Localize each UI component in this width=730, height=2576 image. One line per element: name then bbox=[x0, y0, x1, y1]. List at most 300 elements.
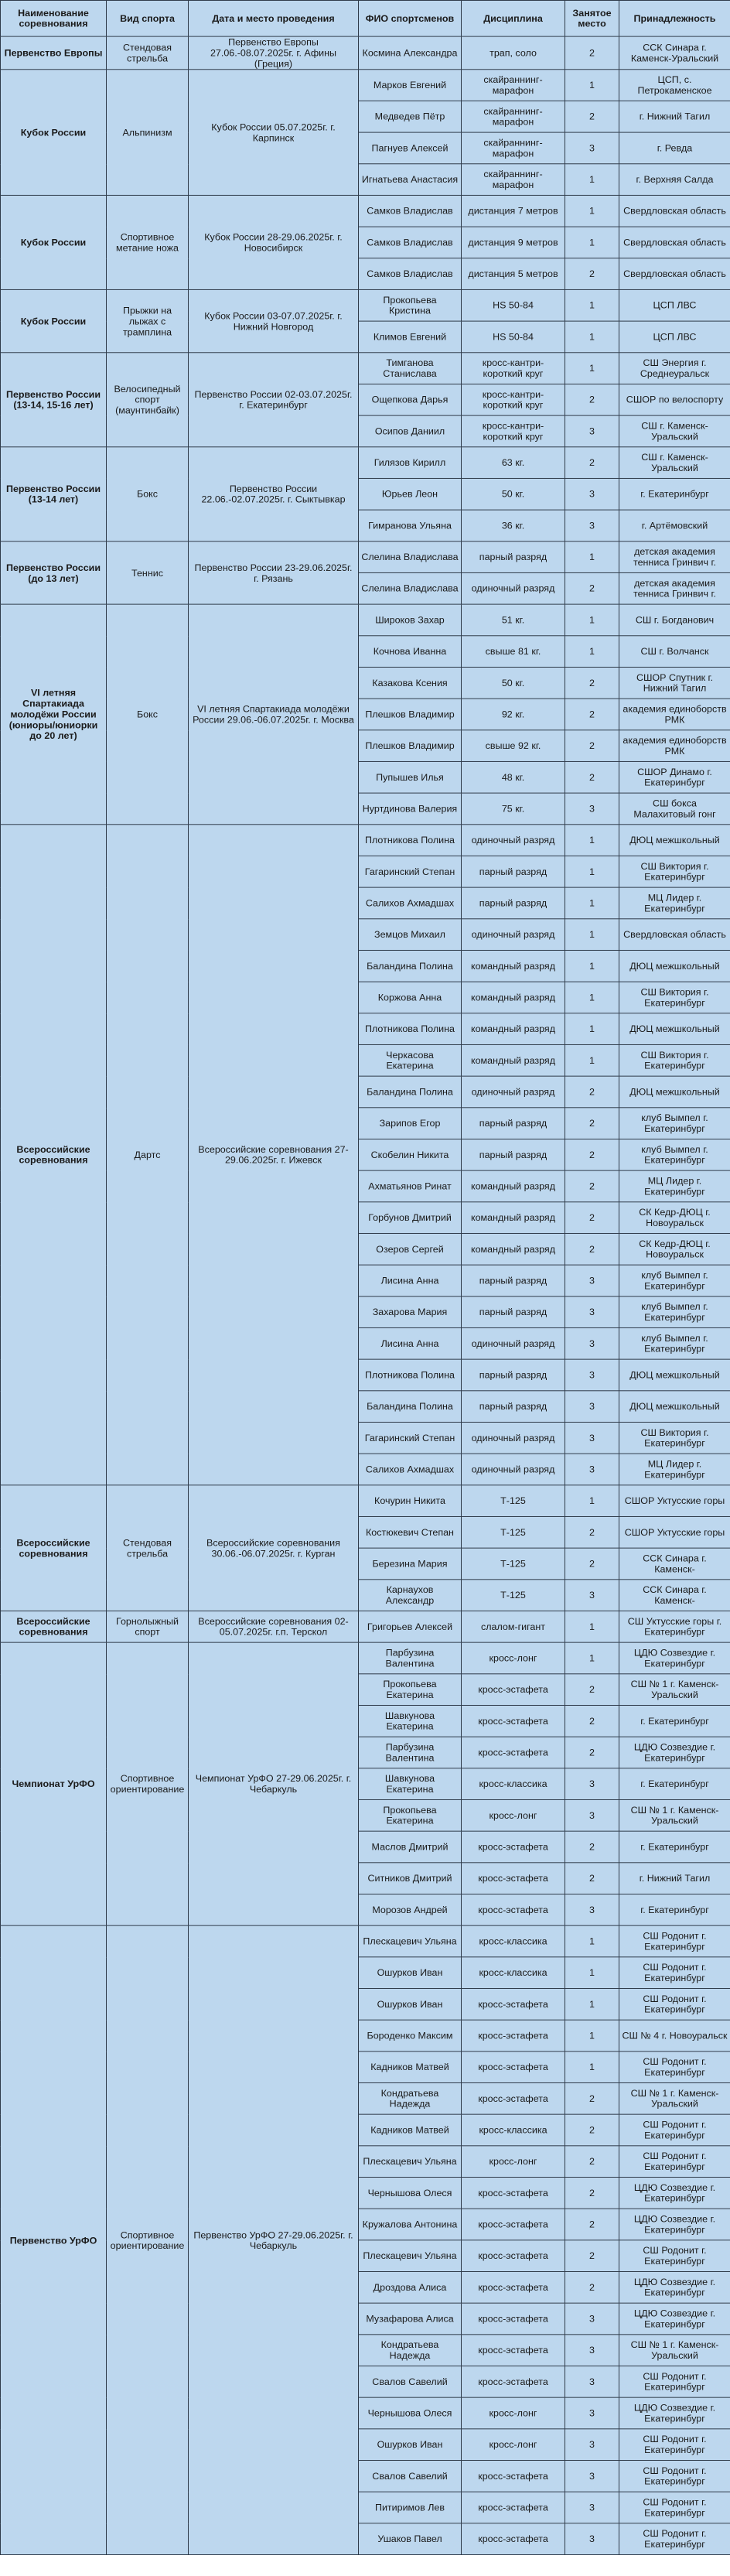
discipline-cell: Т-125 bbox=[462, 1548, 565, 1580]
place-cell: 3 bbox=[565, 1799, 619, 1831]
affiliation-cell: детская академия тенниса Гринвич г. bbox=[619, 572, 730, 604]
discipline-cell: кросс-эстафета bbox=[462, 2492, 565, 2523]
place-cell: 3 bbox=[565, 478, 619, 510]
athlete-cell: Климов Евгений bbox=[359, 321, 462, 353]
affiliation-cell: Свердловская область bbox=[619, 195, 730, 227]
discipline-cell: одиночный разряд bbox=[462, 572, 565, 604]
athlete-cell: Прокопьева Екатерина bbox=[359, 1799, 462, 1831]
athlete-cell: Плескацевич Ульяна bbox=[359, 2146, 462, 2178]
discipline-cell: одиночный разряд bbox=[462, 1327, 565, 1359]
table-row bbox=[1, 1642, 730, 1674]
place-cell: 3 bbox=[565, 2429, 619, 2461]
sport-cell: Альпинизм bbox=[107, 70, 189, 196]
affiliation-cell: СШ Родонит г. Екатеринбург bbox=[619, 2429, 730, 2461]
affiliation-cell: СШ бокса Малахитовый гонг bbox=[619, 793, 730, 825]
place-cell: 2 bbox=[565, 1705, 619, 1737]
place-cell: 1 bbox=[565, 1988, 619, 2020]
athlete-cell: Березина Мария bbox=[359, 1548, 462, 1580]
place-cell: 2 bbox=[565, 2240, 619, 2272]
table-row bbox=[1, 1485, 730, 1517]
affiliation-cell: г. Екатеринбург bbox=[619, 1894, 730, 1925]
date-place-cell: Первенство Европы 27.06.-08.07.2025г. г. Афины (Греция) bbox=[189, 36, 359, 70]
athlete-cell: Ситников Дмитрий bbox=[359, 1863, 462, 1894]
competition-cell: Всероссийские соревнования bbox=[1, 1611, 107, 1642]
affiliation-cell: ССК Синара г. Каменск- bbox=[619, 1580, 730, 1611]
place-cell: 3 bbox=[565, 1359, 619, 1391]
competition-cell: Первенство России (до 13 лет) bbox=[1, 542, 107, 604]
affiliation-cell: академия единоборств РМК bbox=[619, 699, 730, 730]
date-place-cell: Кубок России 28-29.06.2025г. г. Новосибирск bbox=[189, 195, 359, 289]
place-cell: 3 bbox=[565, 1454, 619, 1485]
athlete-cell: Гагаринский Степан bbox=[359, 856, 462, 887]
table-row bbox=[1, 70, 730, 101]
athlete-cell: Зарипов Егор bbox=[359, 1108, 462, 1139]
affiliation-cell: МЦ Лидер г. Екатеринбург bbox=[619, 887, 730, 919]
affiliation-cell: ЦДЮ Созвездие г. Екатеринбург bbox=[619, 2303, 730, 2335]
affiliation-cell: ЦДЮ Созвездие г. Екатеринбург bbox=[619, 2177, 730, 2209]
discipline-cell: Т-125 bbox=[462, 1580, 565, 1611]
table-header bbox=[1, 0, 730, 36]
affiliation-cell: детская академия тенниса Гринвич г. bbox=[619, 542, 730, 573]
athlete-cell: Самков Владислав bbox=[359, 195, 462, 227]
place-cell: 1 bbox=[565, 227, 619, 258]
affiliation-cell: г. Нижний Тагил bbox=[619, 101, 730, 132]
athlete-cell: Плотникова Полина bbox=[359, 1359, 462, 1391]
competition-cell: Кубок России bbox=[1, 195, 107, 289]
athlete-cell: Шавкунова Екатерина bbox=[359, 1705, 462, 1737]
athlete-cell: Плешков Владимир bbox=[359, 699, 462, 730]
athlete-cell: Баландина Полина bbox=[359, 1076, 462, 1108]
affiliation-cell: СШ Родонит г. Екатеринбург bbox=[619, 1925, 730, 1957]
affiliation-cell: г. Нижний Тагил bbox=[619, 1863, 730, 1894]
athlete-cell: Самков Владислав bbox=[359, 258, 462, 290]
athlete-cell: Пупышев Илья bbox=[359, 761, 462, 793]
affiliation-cell: клуб Вымпел г. Екатеринбург bbox=[619, 1108, 730, 1139]
discipline-cell: свыше 92 кг. bbox=[462, 730, 565, 762]
discipline-cell: командный разряд bbox=[462, 1202, 565, 1234]
place-cell: 2 bbox=[565, 2209, 619, 2240]
athlete-cell: Кадников Матвей bbox=[359, 2114, 462, 2146]
discipline-cell: кросс-эстафета bbox=[462, 2020, 565, 2052]
place-cell: 3 bbox=[565, 510, 619, 542]
athlete-cell: Чернышова Олеся bbox=[359, 2177, 462, 2209]
place-cell: 3 bbox=[565, 2335, 619, 2366]
athlete-cell: Слелина Владислава bbox=[359, 572, 462, 604]
place-cell: 3 bbox=[565, 793, 619, 825]
place-cell: 3 bbox=[565, 1327, 619, 1359]
discipline-cell: парный разряд bbox=[462, 856, 565, 887]
athlete-cell: Карнаухов Александр bbox=[359, 1580, 462, 1611]
athlete-cell: Медведев Пётр bbox=[359, 101, 462, 132]
affiliation-cell: СШ Родонит г. Екатеринбург bbox=[619, 2366, 730, 2397]
discipline-cell: кросс-эстафета bbox=[462, 2082, 565, 2114]
sport-cell: Стендовая стрельба bbox=[107, 36, 189, 70]
affiliation-cell: г. Верхняя Салда bbox=[619, 164, 730, 196]
affiliation-cell: СШ Родонит г. Екатеринбург bbox=[619, 2146, 730, 2178]
discipline-cell: командный разряд bbox=[462, 1044, 565, 1076]
athlete-cell: Баландина Полина bbox=[359, 1391, 462, 1423]
place-cell: 3 bbox=[565, 132, 619, 164]
athlete-cell: Чернышова Олеся bbox=[359, 2397, 462, 2429]
sport-cell: Прыжки на лыжах с трамплина bbox=[107, 289, 189, 352]
athlete-cell: Салихов Ахмадшах bbox=[359, 1454, 462, 1485]
discipline-cell: парный разряд bbox=[462, 1297, 565, 1328]
affiliation-cell: г. Екатеринбург bbox=[619, 1831, 730, 1863]
place-cell: 1 bbox=[565, 195, 619, 227]
place-cell: 3 bbox=[565, 2303, 619, 2335]
affiliation-cell: ССК Синара г. Каменск- bbox=[619, 1548, 730, 1580]
discipline-cell: дистанция 5 метров bbox=[462, 258, 565, 290]
discipline-cell: кросс-эстафета bbox=[462, 1674, 565, 1706]
discipline-cell: кросс-эстафета bbox=[462, 2271, 565, 2303]
header-athlete: ФИО спортсменов bbox=[359, 0, 462, 36]
athlete-cell: Земцов Михаил bbox=[359, 919, 462, 951]
affiliation-cell: МЦ Лидер г. Екатеринбург bbox=[619, 1454, 730, 1485]
affiliation-cell: ДЮЦ межшкольный bbox=[619, 1391, 730, 1423]
discipline-cell: кросс-кантри-короткий круг bbox=[462, 415, 565, 447]
discipline-cell: 75 кг. bbox=[462, 793, 565, 825]
sport-cell: Бокс bbox=[107, 604, 189, 825]
header-row bbox=[1, 0, 730, 36]
discipline-cell: 63 кг. bbox=[462, 447, 565, 479]
discipline-cell: кросс-лонг bbox=[462, 1799, 565, 1831]
affiliation-cell: СШ Виктория г. Екатеринбург bbox=[619, 1044, 730, 1076]
athlete-cell: Гимранова Ульяна bbox=[359, 510, 462, 542]
affiliation-cell: СШ Родонит г. Екатеринбург bbox=[619, 2240, 730, 2272]
sport-cell: Теннис bbox=[107, 542, 189, 604]
athlete-cell: Питиримов Лев bbox=[359, 2492, 462, 2523]
affiliation-cell: клуб Вымпел г. Екатеринбург bbox=[619, 1327, 730, 1359]
place-cell: 2 bbox=[565, 1548, 619, 1580]
athlete-cell: Лисина Анна bbox=[359, 1327, 462, 1359]
athlete-cell: Широков Захар bbox=[359, 604, 462, 636]
athlete-cell: Кружалова Антонина bbox=[359, 2209, 462, 2240]
competition-cell: Первенство УрФО bbox=[1, 1925, 107, 2554]
header-discipline: Дисциплина bbox=[462, 0, 565, 36]
affiliation-cell: ЦДЮ Созвездие г. Екатеринбург bbox=[619, 2397, 730, 2429]
discipline-cell: кросс-эстафета bbox=[462, 1863, 565, 1894]
affiliation-cell: СШ г. Богданович bbox=[619, 604, 730, 636]
discipline-cell: свыше 81 кг. bbox=[462, 636, 565, 668]
athlete-cell: Лисина Анна bbox=[359, 1265, 462, 1297]
athlete-cell: Черкасова Екатерина bbox=[359, 1044, 462, 1076]
place-cell: 1 bbox=[565, 1044, 619, 1076]
athlete-cell: Гагаринский Степан bbox=[359, 1422, 462, 1454]
discipline-cell: 92 кг. bbox=[462, 699, 565, 730]
place-cell: 1 bbox=[565, 1642, 619, 1674]
place-cell: 2 bbox=[565, 1831, 619, 1863]
affiliation-cell: ЦДЮ Созвездие г. Екатеринбург bbox=[619, 2209, 730, 2240]
place-cell: 2 bbox=[565, 730, 619, 762]
athlete-cell: Плескацевич Ульяна bbox=[359, 2240, 462, 2272]
athlete-cell: Костюкевич Степан bbox=[359, 1516, 462, 1548]
affiliation-cell: Свердловская область bbox=[619, 227, 730, 258]
place-cell: 2 bbox=[565, 1516, 619, 1548]
place-cell: 1 bbox=[565, 70, 619, 101]
sport-cell: Стендовая стрельба bbox=[107, 1485, 189, 1611]
discipline-cell: кросс-лонг bbox=[462, 2146, 565, 2178]
athlete-cell: Прокопьева Кристина bbox=[359, 289, 462, 321]
athlete-cell: Озеров Сергей bbox=[359, 1233, 462, 1265]
place-cell: 1 bbox=[565, 353, 619, 384]
place-cell: 1 bbox=[565, 636, 619, 668]
athlete-cell: Кадников Матвей bbox=[359, 2052, 462, 2083]
discipline-cell: одиночный разряд bbox=[462, 1422, 565, 1454]
athlete-cell: Григорьев Алексей bbox=[359, 1611, 462, 1642]
discipline-cell: скайраннинг-марафон bbox=[462, 164, 565, 196]
place-cell: 2 bbox=[565, 1139, 619, 1170]
athlete-cell: Юрьев Леон bbox=[359, 478, 462, 510]
date-place-cell: Чемпионат УрФО 27-29.06.2025г. г. Чебаркуль bbox=[189, 1642, 359, 1925]
affiliation-cell: ДЮЦ межшкольный bbox=[619, 1076, 730, 1108]
discipline-cell: 50 кг. bbox=[462, 667, 565, 699]
table-row bbox=[1, 825, 730, 856]
place-cell: 2 bbox=[565, 1108, 619, 1139]
affiliation-cell: СК Кедр-ДЮЦ г. Новоуральск bbox=[619, 1202, 730, 1234]
affiliation-cell: г. Ревда bbox=[619, 132, 730, 164]
discipline-cell: парный разряд bbox=[462, 542, 565, 573]
discipline-cell: кросс-кантри-короткий круг bbox=[462, 353, 565, 384]
header-competition: Наименование соревнования bbox=[1, 0, 107, 36]
header-affiliation: Принадлежность bbox=[619, 0, 730, 36]
athlete-cell: Самков Владислав bbox=[359, 227, 462, 258]
athlete-cell: Ахматьянов Ринат bbox=[359, 1170, 462, 1202]
discipline-cell: одиночный разряд bbox=[462, 825, 565, 856]
athlete-cell: Морозов Андрей bbox=[359, 1894, 462, 1925]
place-cell: 2 bbox=[565, 667, 619, 699]
place-cell: 3 bbox=[565, 1422, 619, 1454]
affiliation-cell: академия единоборств РМК bbox=[619, 730, 730, 762]
affiliation-cell: СШ Уктусские горы г. Екатеринбург bbox=[619, 1611, 730, 1642]
discipline-cell: кросс-эстафета bbox=[462, 2052, 565, 2083]
affiliation-cell: СШ Родонит г. Екатеринбург bbox=[619, 2492, 730, 2523]
discipline-cell: скайраннинг-марафон bbox=[462, 70, 565, 101]
discipline-cell: кросс-классика bbox=[462, 1768, 565, 1800]
athlete-cell: Кочнова Иванна bbox=[359, 636, 462, 668]
date-place-cell: Первенство УрФО 27-29.06.2025г. г. Чебаркуль bbox=[189, 1925, 359, 2554]
discipline-cell: кросс-классика bbox=[462, 1957, 565, 1989]
place-cell: 2 bbox=[565, 699, 619, 730]
place-cell: 1 bbox=[565, 542, 619, 573]
affiliation-cell: СШ Родонит г. Екатеринбург bbox=[619, 1957, 730, 1989]
place-cell: 3 bbox=[565, 2461, 619, 2492]
affiliation-cell: СШ Родонит г. Екатеринбург bbox=[619, 2114, 730, 2146]
affiliation-cell: СШ № 1 г. Каменск-Уральский bbox=[619, 2335, 730, 2366]
discipline-cell: кросс-эстафета bbox=[462, 2461, 565, 2492]
date-place-cell: Первенство России 23-29.06.2025г. г. Рязань bbox=[189, 542, 359, 604]
athlete-cell: Баландина Полина bbox=[359, 950, 462, 982]
competition-cell: Всероссийские соревнования bbox=[1, 825, 107, 1485]
date-place-cell: Всероссийские соревнования 27-29.06.2025г. г. Ижевск bbox=[189, 825, 359, 1485]
discipline-cell: парный разряд bbox=[462, 1139, 565, 1170]
discipline-cell: кросс-эстафета bbox=[462, 2177, 565, 2209]
discipline-cell: парный разряд bbox=[462, 1108, 565, 1139]
date-place-cell: Всероссийские соревнования 30.06.-06.07.2025г. г. Курган bbox=[189, 1485, 359, 1611]
athlete-cell: Свалов Савелий bbox=[359, 2366, 462, 2397]
affiliation-cell: ЦДЮ Созвездие г. Екатеринбург bbox=[619, 1737, 730, 1768]
affiliation-cell: СШ Виктория г. Екатеринбург bbox=[619, 1422, 730, 1454]
affiliation-cell: СШ Родонит г. Екатеринбург bbox=[619, 1988, 730, 2020]
place-cell: 2 bbox=[565, 1863, 619, 1894]
discipline-cell: Т-125 bbox=[462, 1516, 565, 1548]
affiliation-cell: СШ Энергия г. Среднеуральск bbox=[619, 353, 730, 384]
discipline-cell: слалом-гигант bbox=[462, 1611, 565, 1642]
affiliation-cell: СК Кедр-ДЮЦ г. Новоуральск bbox=[619, 1233, 730, 1265]
table-row bbox=[1, 36, 730, 70]
header-date-place: Дата и место проведения bbox=[189, 0, 359, 36]
athlete-cell: Гилязов Кирилл bbox=[359, 447, 462, 479]
header-sport: Вид спорта bbox=[107, 0, 189, 36]
competition-cell: Всероссийские соревнования bbox=[1, 1485, 107, 1611]
sport-cell: Спортивное ориентирование bbox=[107, 1642, 189, 1925]
date-place-cell: Кубок России 05.07.2025г. г. Карпинск bbox=[189, 70, 359, 196]
affiliation-cell: СШ Виктория г. Екатеринбург bbox=[619, 856, 730, 887]
athlete-cell: Салихов Ахмадшах bbox=[359, 887, 462, 919]
athlete-cell: Нуртдинова Валерия bbox=[359, 793, 462, 825]
affiliation-cell: ДЮЦ межшкольный bbox=[619, 1359, 730, 1391]
sport-cell: Бокс bbox=[107, 447, 189, 542]
discipline-cell: Т-125 bbox=[462, 1485, 565, 1517]
place-cell: 3 bbox=[565, 1265, 619, 1297]
place-cell: 1 bbox=[565, 856, 619, 887]
affiliation-cell: ЦСП ЛВС bbox=[619, 289, 730, 321]
table-row bbox=[1, 1611, 730, 1642]
date-place-cell: Первенство России 22.06.-02.07.2025г. г. Сыктывкар bbox=[189, 447, 359, 542]
athlete-cell: Тимганова Станислава bbox=[359, 353, 462, 384]
competition-cell: Первенство России (13-14, 15-16 лет) bbox=[1, 353, 107, 447]
affiliation-cell: СШОР Динамо г. Екатеринбург bbox=[619, 761, 730, 793]
discipline-cell: кросс-эстафета bbox=[462, 2366, 565, 2397]
competition-cell: Чемпионат УрФО bbox=[1, 1642, 107, 1925]
athlete-cell: Коржова Анна bbox=[359, 982, 462, 1013]
discipline-cell: кросс-классика bbox=[462, 1925, 565, 1957]
sport-cell: Дартс bbox=[107, 825, 189, 1485]
affiliation-cell: Свердловская область bbox=[619, 919, 730, 951]
affiliation-cell: СШОР по велоспорту bbox=[619, 384, 730, 415]
place-cell: 2 bbox=[565, 447, 619, 479]
affiliation-cell: СШ № 1 г. Каменск-Уральский bbox=[619, 1674, 730, 1706]
place-cell: 1 bbox=[565, 1485, 619, 1517]
athlete-cell: Шавкунова Екатерина bbox=[359, 1768, 462, 1800]
discipline-cell: парный разряд bbox=[462, 1359, 565, 1391]
place-cell: 2 bbox=[565, 2146, 619, 2178]
discipline-cell: парный разряд bbox=[462, 1391, 565, 1423]
athlete-cell: Бороденко Максим bbox=[359, 2020, 462, 2052]
place-cell: 2 bbox=[565, 2082, 619, 2114]
affiliation-cell: ССК Синара г. Каменск-Уральский bbox=[619, 36, 730, 70]
discipline-cell: одиночный разряд bbox=[462, 1454, 565, 1485]
table-row bbox=[1, 1925, 730, 1957]
affiliation-cell: СШ г. Каменск-Уральский bbox=[619, 447, 730, 479]
athlete-cell: Горбунов Дмитрий bbox=[359, 1202, 462, 1234]
affiliation-cell: ЦСП ЛВС bbox=[619, 321, 730, 353]
discipline-cell: кросс-лонг bbox=[462, 2397, 565, 2429]
discipline-cell: кросс-эстафета bbox=[462, 2303, 565, 2335]
place-cell: 3 bbox=[565, 1894, 619, 1925]
discipline-cell: 48 кг. bbox=[462, 761, 565, 793]
affiliation-cell: СШ № 1 г. Каменск-Уральский bbox=[619, 1799, 730, 1831]
discipline-cell: кросс-эстафета bbox=[462, 2240, 565, 2272]
date-place-cell: Первенство России 02-03.07.2025г. г. Екатеринбург bbox=[189, 353, 359, 447]
discipline-cell: командный разряд bbox=[462, 982, 565, 1013]
discipline-cell: 50 кг. bbox=[462, 478, 565, 510]
place-cell: 3 bbox=[565, 2397, 619, 2429]
competition-cell: Кубок России bbox=[1, 70, 107, 196]
affiliation-cell: СШОР Уктусские горы bbox=[619, 1516, 730, 1548]
athlete-cell: Маслов Дмитрий bbox=[359, 1831, 462, 1863]
place-cell: 1 bbox=[565, 1925, 619, 1957]
discipline-cell: дистанция 7 метров bbox=[462, 195, 565, 227]
place-cell: 2 bbox=[565, 1202, 619, 1234]
athlete-cell: Ошурков Иван bbox=[359, 1988, 462, 2020]
place-cell: 1 bbox=[565, 1013, 619, 1045]
place-cell: 2 bbox=[565, 761, 619, 793]
athlete-cell: Ошурков Иван bbox=[359, 1957, 462, 1989]
athlete-cell: Казакова Ксения bbox=[359, 667, 462, 699]
affiliation-cell: СШ Родонит г. Екатеринбург bbox=[619, 2461, 730, 2492]
competition-cell: VI летняя Спартакиада молодёжи России (юниоры/юниорки до 20 лет) bbox=[1, 604, 107, 825]
affiliation-cell: г. Екатеринбург bbox=[619, 1705, 730, 1737]
discipline-cell: кросс-лонг bbox=[462, 1642, 565, 1674]
athlete-cell: Кондратьева Надежда bbox=[359, 2082, 462, 2114]
affiliation-cell: ЦСП, с. Петрокаменское bbox=[619, 70, 730, 101]
place-cell: 3 bbox=[565, 2366, 619, 2397]
athlete-cell: Парбузина Валентина bbox=[359, 1642, 462, 1674]
date-place-cell: VI летняя Спартакиада молодёжи России 29.06.-06.07.2025г. г. Москва bbox=[189, 604, 359, 825]
discipline-cell: кросс-эстафета bbox=[462, 1705, 565, 1737]
athlete-cell: Свалов Савелий bbox=[359, 2461, 462, 2492]
athlete-cell: Парбузина Валентина bbox=[359, 1737, 462, 1768]
affiliation-cell: г. Екатеринбург bbox=[619, 478, 730, 510]
place-cell: 2 bbox=[565, 1233, 619, 1265]
place-cell: 1 bbox=[565, 950, 619, 982]
affiliation-cell: клуб Вымпел г. Екатеринбург bbox=[619, 1265, 730, 1297]
discipline-cell: кросс-эстафета bbox=[462, 1831, 565, 1863]
place-cell: 1 bbox=[565, 289, 619, 321]
discipline-cell: командный разряд bbox=[462, 1233, 565, 1265]
discipline-cell: парный разряд bbox=[462, 887, 565, 919]
discipline-cell: 36 кг. bbox=[462, 510, 565, 542]
place-cell: 1 bbox=[565, 2052, 619, 2083]
athlete-cell: Прокопьева Екатерина bbox=[359, 1674, 462, 1706]
place-cell: 2 bbox=[565, 1076, 619, 1108]
discipline-cell: HS 50-84 bbox=[462, 321, 565, 353]
affiliation-cell: г. Артёмовский bbox=[619, 510, 730, 542]
place-cell: 1 bbox=[565, 604, 619, 636]
place-cell: 2 bbox=[565, 101, 619, 132]
place-cell: 2 bbox=[565, 2114, 619, 2146]
affiliation-cell: СШ № 1 г. Каменск-Уральский bbox=[619, 2082, 730, 2114]
table-row bbox=[1, 289, 730, 321]
athlete-cell: Скобелин Никита bbox=[359, 1139, 462, 1170]
affiliation-cell: МЦ Лидер г. Екатеринбург bbox=[619, 1170, 730, 1202]
table-row bbox=[1, 604, 730, 636]
athlete-cell: Ушаков Павел bbox=[359, 2523, 462, 2555]
place-cell: 1 bbox=[565, 887, 619, 919]
sport-cell: Спортивное метание ножа bbox=[107, 195, 189, 289]
table-row bbox=[1, 195, 730, 227]
place-cell: 2 bbox=[565, 2177, 619, 2209]
affiliation-cell: СШ г. Волчанск bbox=[619, 636, 730, 668]
affiliation-cell: клуб Вымпел г. Екатеринбург bbox=[619, 1139, 730, 1170]
competition-cell: Первенство России (13-14 лет) bbox=[1, 447, 107, 542]
place-cell: 2 bbox=[565, 2271, 619, 2303]
discipline-cell: командный разряд bbox=[462, 1013, 565, 1045]
athlete-cell: Пагнуев Алексей bbox=[359, 132, 462, 164]
competition-cell: Первенство Европы bbox=[1, 36, 107, 70]
athlete-cell: Марков Евгений bbox=[359, 70, 462, 101]
athlete-cell: Музафарова Алиса bbox=[359, 2303, 462, 2335]
